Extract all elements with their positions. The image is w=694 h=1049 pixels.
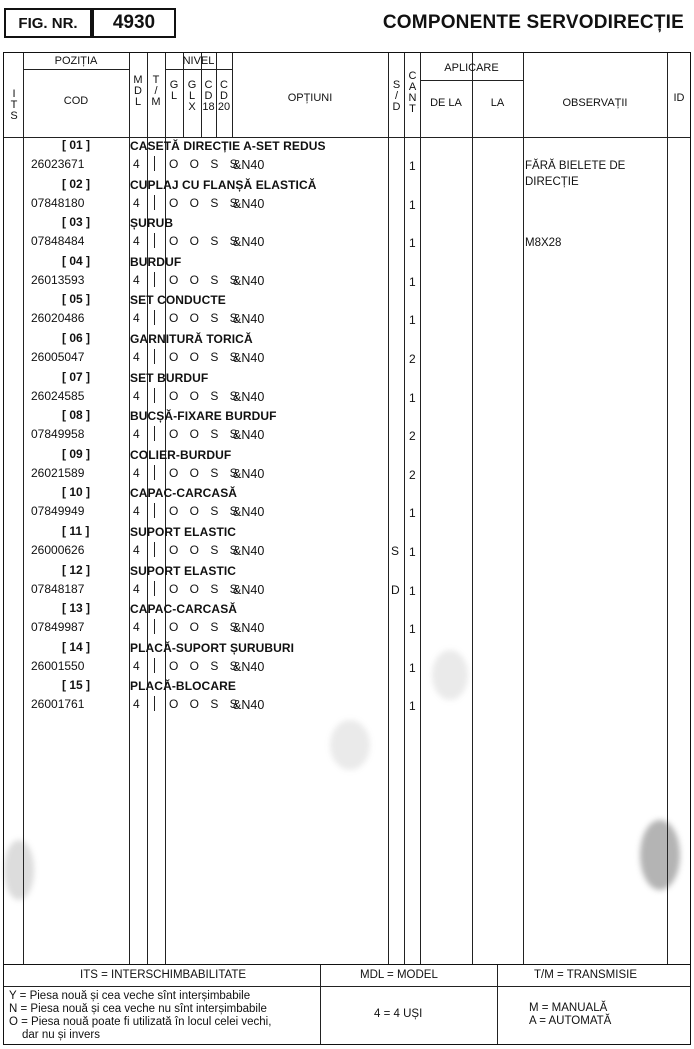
part-quantity: 1 bbox=[409, 506, 416, 521]
part-description: BURDUF bbox=[130, 254, 182, 269]
part-description: CUPLAJ CU FLANȘĂ ELASTICĂ bbox=[130, 177, 317, 192]
part-position: [ 04 ] bbox=[62, 253, 91, 268]
part-description: CAPAC-CARCASĂ bbox=[130, 486, 238, 501]
part-row bbox=[4, 291, 690, 330]
part-description: CASETĂ DIRECȚIE A-SET REDUS bbox=[130, 139, 326, 153]
header-divider bbox=[23, 69, 129, 70]
col-sd: S / D bbox=[392, 79, 401, 113]
part-model: 4 bbox=[133, 581, 140, 596]
part-level: O O S S bbox=[169, 311, 242, 326]
figure-number: 4930 bbox=[92, 8, 176, 38]
level-separator bbox=[154, 156, 155, 171]
part-quantity: 1 bbox=[409, 274, 416, 289]
level-separator bbox=[154, 195, 155, 210]
part-code: 07849987 bbox=[31, 620, 85, 635]
figure-label: FIG. NR. bbox=[4, 8, 92, 38]
col-pozitia: POZIȚIA bbox=[54, 55, 98, 67]
part-quantity: 2 bbox=[409, 429, 416, 444]
part-position: [ 11 ] bbox=[62, 523, 90, 538]
part-position: [ 05 ] bbox=[62, 292, 91, 307]
part-row bbox=[4, 600, 690, 639]
level-separator bbox=[154, 426, 155, 441]
part-position: [ 08 ] bbox=[62, 408, 91, 423]
col-observatii: OBSERVAȚII bbox=[562, 97, 628, 109]
header-divider bbox=[165, 69, 232, 70]
part-model: 4 bbox=[133, 311, 140, 326]
part-code: 26001550 bbox=[31, 658, 85, 673]
col-cod: COD bbox=[63, 95, 89, 107]
part-quantity: 1 bbox=[409, 699, 416, 714]
part-code: 26020486 bbox=[31, 311, 85, 326]
legend bbox=[3, 965, 691, 1045]
part-quantity: 1 bbox=[409, 197, 416, 212]
part-level: O O S S bbox=[169, 234, 242, 249]
part-model: 4 bbox=[133, 427, 140, 442]
part-level: O O S S bbox=[169, 504, 242, 519]
part-quantity: 1 bbox=[409, 544, 416, 559]
part-row bbox=[4, 484, 690, 523]
scan-smudge bbox=[640, 820, 680, 890]
part-level: O O S S bbox=[169, 581, 242, 596]
part-level: O O S S bbox=[169, 542, 242, 557]
col-id: ID bbox=[673, 92, 685, 104]
legend-divider bbox=[497, 965, 498, 1044]
part-description: SUPORT ELASTIC bbox=[130, 524, 237, 539]
part-options: &N40 bbox=[233, 196, 265, 211]
part-row bbox=[4, 446, 690, 485]
part-model: 4 bbox=[133, 697, 140, 712]
level-separator bbox=[154, 349, 155, 364]
part-code: 26023671 bbox=[31, 157, 85, 171]
part-description: GARNITURĂ TORICĂ bbox=[130, 331, 253, 346]
part-options: &N40 bbox=[233, 235, 265, 250]
part-model: 4 bbox=[133, 234, 140, 249]
legend-tm-manual: M = MANUALĂ bbox=[529, 1002, 608, 1014]
col-nivel-cd20: C D 20 bbox=[217, 79, 231, 113]
level-separator bbox=[154, 503, 155, 518]
level-separator bbox=[154, 581, 155, 596]
legend-its-o: O = Piesa nouă poate fi utilizată în locul celei vechi, bbox=[9, 1016, 272, 1028]
part-row bbox=[4, 677, 690, 716]
level-separator bbox=[154, 233, 155, 248]
part-description: BUCȘĂ-FIXARE BURDUF bbox=[130, 409, 277, 424]
legend-divider bbox=[4, 986, 690, 987]
part-options: &N40 bbox=[233, 582, 265, 597]
part-row bbox=[4, 562, 690, 601]
legend-its-o2: dar nu și invers bbox=[22, 1029, 100, 1041]
part-options: &N40 bbox=[233, 659, 265, 674]
part-code: 07849958 bbox=[31, 427, 85, 442]
part-position: [ 13 ] bbox=[62, 601, 91, 616]
level-separator bbox=[154, 696, 155, 711]
level-separator bbox=[154, 619, 155, 634]
part-quantity: 1 bbox=[409, 159, 416, 173]
part-code: 07849949 bbox=[31, 504, 85, 519]
col-nivel: NIVEL bbox=[182, 55, 215, 67]
part-quantity: 1 bbox=[409, 660, 416, 675]
part-level: O O S S bbox=[169, 427, 242, 442]
col-nivel-cd18: C D 18 bbox=[202, 79, 215, 113]
parts-list bbox=[4, 137, 690, 716]
page-title: COMPONENTE SERVODIRECȚIE bbox=[382, 12, 684, 33]
part-level: O O S S bbox=[169, 272, 242, 287]
col-aplicare: APLICARE bbox=[444, 62, 499, 74]
scan-smudge bbox=[432, 650, 468, 700]
legend-tm-title: T/M = TRANSMISIE bbox=[534, 969, 637, 981]
part-position: [ 01 ] bbox=[62, 138, 91, 152]
part-options: &N40 bbox=[233, 389, 265, 404]
part-row bbox=[4, 214, 690, 253]
legend-its-n: N = Piesa nouă și cea veche nu sînt interșimbabile bbox=[9, 1003, 267, 1015]
part-code: 26000626 bbox=[31, 542, 85, 557]
part-model: 4 bbox=[133, 620, 140, 635]
part-options: &N40 bbox=[233, 505, 265, 520]
part-code: 26005047 bbox=[31, 349, 85, 364]
part-row bbox=[4, 523, 690, 562]
part-description: SET BURDUF bbox=[130, 370, 209, 385]
part-model: 4 bbox=[133, 465, 140, 480]
part-model: 4 bbox=[133, 388, 140, 403]
part-options: &N40 bbox=[233, 698, 265, 713]
part-level: O O S S bbox=[169, 697, 242, 712]
part-row bbox=[4, 639, 690, 678]
part-observations: FĂRĂ BIELETE DE DIRECȚIE bbox=[525, 160, 626, 188]
part-options: &N40 bbox=[233, 350, 265, 365]
part-options: &N40 bbox=[233, 428, 265, 443]
header-divider bbox=[420, 80, 523, 81]
part-row bbox=[4, 176, 690, 215]
part-side: S bbox=[391, 543, 400, 558]
part-position: [ 07 ] bbox=[62, 369, 91, 384]
part-code: 07848484 bbox=[31, 234, 85, 249]
col-cant: C A N T bbox=[408, 70, 417, 115]
part-model: 4 bbox=[133, 195, 140, 210]
legend-mdl-title: MDL = MODEL bbox=[360, 969, 438, 981]
part-model: 4 bbox=[133, 658, 140, 673]
part-position: [ 02 ] bbox=[62, 176, 91, 191]
part-position: [ 06 ] bbox=[62, 330, 91, 345]
part-description: SUPORT ELASTIC bbox=[130, 563, 237, 578]
part-description: COLIER-BURDUF bbox=[130, 447, 232, 462]
part-level: O O S S bbox=[169, 195, 242, 210]
part-side: D bbox=[391, 582, 400, 597]
part-quantity: 1 bbox=[409, 583, 416, 598]
part-code: 26021589 bbox=[31, 465, 85, 480]
part-code: 07848180 bbox=[31, 195, 85, 210]
part-position: [ 09 ] bbox=[62, 446, 91, 461]
part-code: 26001761 bbox=[31, 697, 85, 712]
part-options: &N40 bbox=[233, 158, 265, 172]
part-position: [ 03 ] bbox=[62, 215, 91, 230]
part-level: O O S S bbox=[169, 620, 242, 635]
part-model: 4 bbox=[133, 272, 140, 287]
col-la: LA bbox=[490, 97, 505, 109]
scan-smudge bbox=[4, 840, 34, 900]
part-position: [ 12 ] bbox=[62, 562, 91, 577]
part-model: 4 bbox=[133, 349, 140, 364]
part-row bbox=[4, 330, 690, 369]
part-description: PLACĂ-BLOCARE bbox=[130, 679, 236, 694]
level-separator bbox=[154, 465, 155, 480]
parts-table bbox=[3, 52, 691, 965]
part-level: O O S S bbox=[169, 388, 242, 403]
col-nivel-gl: G L bbox=[169, 79, 179, 102]
col-optiuni: OPȚIUNI bbox=[287, 92, 333, 104]
col-mdl: M D L bbox=[133, 74, 143, 108]
part-level: O O S S bbox=[169, 465, 242, 480]
part-code: 07848187 bbox=[31, 581, 85, 596]
part-code: 26024585 bbox=[31, 388, 85, 403]
part-code: 26013593 bbox=[31, 272, 85, 287]
part-description: PLACĂ-SUPORT ȘURUBURI bbox=[130, 640, 295, 655]
legend-its-title: ITS = INTERSCHIMBABILITATE bbox=[80, 969, 247, 981]
legend-tm-auto: A = AUTOMATĂ bbox=[529, 1015, 612, 1027]
legend-mdl-value: 4 = 4 UȘI bbox=[374, 1008, 423, 1020]
part-row bbox=[4, 407, 690, 446]
part-options: &N40 bbox=[233, 621, 265, 636]
level-separator bbox=[154, 542, 155, 557]
part-model: 4 bbox=[133, 504, 140, 519]
part-level: O O S S bbox=[169, 157, 242, 171]
col-de-la: DE LA bbox=[430, 97, 462, 109]
part-description: SET CONDUCTE bbox=[130, 293, 226, 308]
part-position: [ 15 ] bbox=[62, 678, 91, 693]
scan-smudge bbox=[330, 720, 370, 770]
part-level: O O S S bbox=[169, 349, 242, 364]
part-options: &N40 bbox=[233, 543, 265, 558]
part-description: CAPAC-CARCASĂ bbox=[130, 602, 238, 617]
part-quantity: 1 bbox=[409, 622, 416, 637]
legend-divider bbox=[320, 965, 321, 1044]
part-quantity: 2 bbox=[409, 351, 416, 366]
level-separator bbox=[154, 272, 155, 287]
level-separator bbox=[154, 658, 155, 673]
legend-its-y: Y = Piesa nouă și cea veche sînt interșimbabile bbox=[9, 990, 251, 1002]
col-tm: T / M bbox=[151, 74, 161, 108]
col-nivel-glx: G L X bbox=[187, 79, 197, 113]
part-quantity: 1 bbox=[409, 313, 416, 328]
part-quantity: 2 bbox=[409, 467, 416, 482]
part-quantity: 1 bbox=[409, 236, 416, 251]
level-separator bbox=[154, 310, 155, 325]
part-model: 4 bbox=[133, 157, 140, 171]
part-row bbox=[4, 253, 690, 292]
part-observations: M8X28 bbox=[525, 237, 562, 250]
part-options: &N40 bbox=[233, 312, 265, 327]
part-quantity: 1 bbox=[409, 390, 416, 405]
part-options: &N40 bbox=[233, 466, 265, 481]
part-level: O O S S bbox=[169, 658, 242, 673]
part-position: [ 10 ] bbox=[62, 485, 91, 500]
level-separator bbox=[154, 388, 155, 403]
part-row bbox=[4, 369, 690, 408]
col-its: I T S bbox=[10, 88, 18, 122]
part-options: &N40 bbox=[233, 273, 265, 288]
part-description: ȘURUB bbox=[130, 216, 174, 231]
part-model: 4 bbox=[133, 542, 140, 557]
part-position: [ 14 ] bbox=[62, 639, 91, 654]
